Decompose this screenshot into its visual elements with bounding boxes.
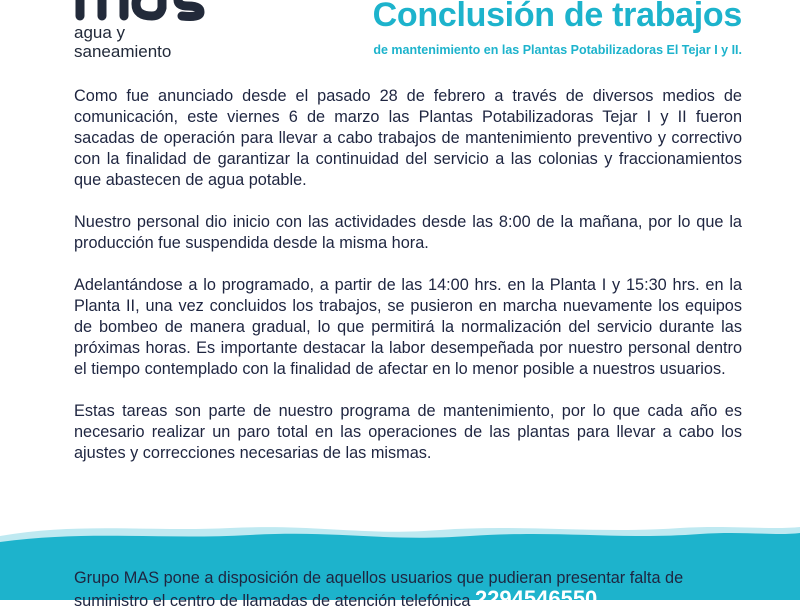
tagline-line1: agua y <box>74 23 126 42</box>
article-body <box>74 86 742 485</box>
paragraph-4: Estas tareas son parte de nuestro programa de mantenimiento, por lo que cada año es necesario realizar un paro total en las operaciones de las plantas para llevar a cabo los ajustes y correcciones necesarias de las mismas. <box>74 402 742 462</box>
paragraph-2: Nuestro personal dio inicio con las actividades desde las 8:00 de la mañana, por lo que la producción fue suspendida desde la misma hora. <box>74 213 742 252</box>
paragraph-1: Como fue anunciado desde el pasado 28 de febrero a través de diversos medios de comunicación, este viernes 6 de marzo las Plantas Potabilizadoras Tejar I y II fueron sacadas de operación para llevar a cabo trabajos de mantenimiento preventivo y correctivo con la finalidad de garantizar la continuidad del servicio a las colonias y fraccionamientos que abastecen de agua potable. <box>74 87 742 189</box>
tagline-line2: saneamiento <box>74 42 172 61</box>
logo-tagline <box>74 23 171 61</box>
paragraph-3: Adelantándose a lo programado, a partir de las 14:00 hrs. en la Planta I y 15:30 hrs. en la Planta II, una vez concluidos los trabajos, se pusieron en marcha nuevamente los equipos de bombeo de manera gradual, lo que permitirá la normalización del servicio durante las próximas horas. Es importante destacar la labor desempeñada por nuestro personal dentro el tiempo contemplado con la finalidad de afectar en lo menor posible a nuestros usuarios. <box>74 276 742 378</box>
footer-notice-line2 <box>74 586 742 611</box>
footer-notice-line2-text: suministro el centro de llamadas de atención telefónica <box>74 592 471 610</box>
page-subtitle: de mantenimiento en las Plantas Potabilizadoras El Tejar I y II. <box>373 43 742 57</box>
phone-number[interactable]: 2294546550 <box>474 586 598 611</box>
page-title: Conclusión de trabajos <box>372 0 742 34</box>
footer-notice: Grupo MAS pone a disposición de aquellos usuarios que pudieran presentar falta de <box>74 569 684 587</box>
